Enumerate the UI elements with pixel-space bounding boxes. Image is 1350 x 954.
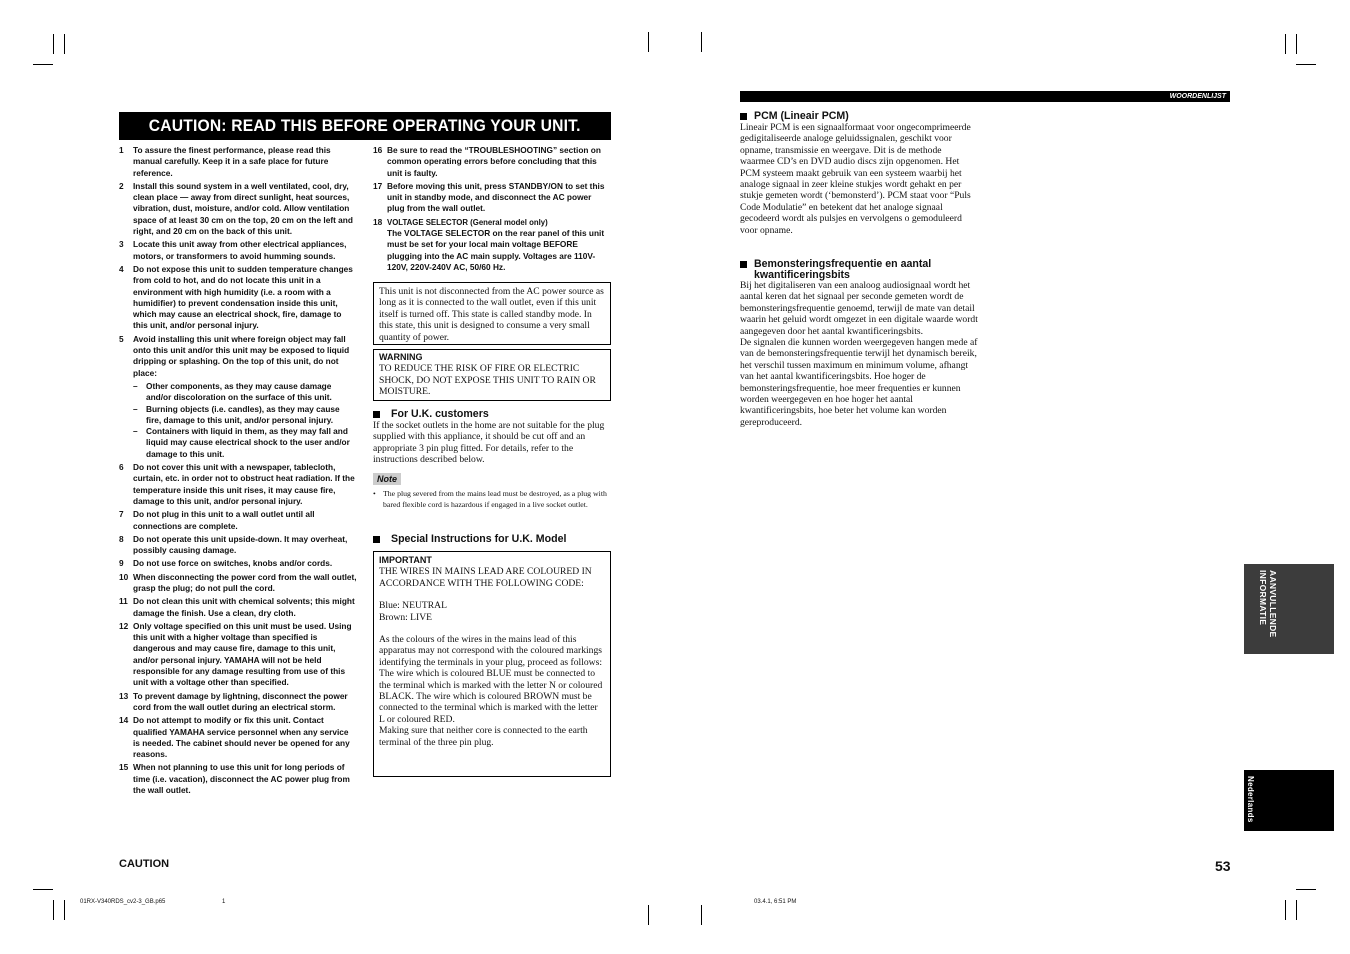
note-text: • The plug severed from the mains lead must be destroyed, as a plug with bared flexible cord is hazardous if engaged in a live socket outlet. [373, 489, 607, 509]
note-label: Note [373, 473, 401, 485]
list-item: 12 Only voltage specified on this unit must be used. Using this unit with a higher voltage than specified is dangerous and may cause fire, damage to this unit, and/or personal injury. YAMAHA will not be held responsible for any damage resulting from use of this unit with a voltage other than specified. [119, 620, 352, 688]
uk-customers-text: If the socket outlets in the home are not suitable for the plug supplied with this appliance, it should be cut off and an appropriate 3 pin plug fitted. For details, refer to the instructions described below. [373, 420, 605, 466]
list-item: 18 VOLTAGE SELECTOR (General model only) The VOLTAGE SELECTOR on the rear panel of this unit must be set for your local main voltage BEFORE plugging into the AC main supply. Voltages are 110V-120V, 220V-240V AC, 50/60 Hz. [373, 216, 605, 272]
list-item: 11 Do not clean this unit with chemical solvents; this might damage the finish. Use a clean, dry cloth. [119, 596, 355, 618]
print-timestamp: 03.4.1, 6:51 PM [754, 899, 797, 905]
crop-mark [701, 905, 702, 925]
crop-mark [33, 64, 53, 65]
crop-mark [64, 34, 65, 54]
bemonstering-heading: Bemonsteringsfrequentie en aantal kwantificeringsbits [740, 259, 980, 281]
important-box: IMPORTANT THE WIRES IN MAINS LEAD ARE COLOURED IN ACCORDANCE WITH THE FOLLOWING CODE: Blue: NEUTRAL Brown: LIVE As the colours of the wires in the mains lead of this apparatus may not correspond with the coloured markings identifying the terminals in your plug, proceed as follows: The wire which is coloured BLUE must be connected to the terminal which is marked with the letter N or coloured BLACK. The wire which is coloured BROWN must be connected to the terminal which is marked with the letter L or coloured RED. Making sure that neither core is connected to the earth terminal of the three pin plug. [373, 551, 611, 777]
page-number: 53 [1215, 858, 1231, 874]
caution-list-col2 [373, 145, 611, 275]
list-item: 16 Be sure to read the “TROUBLESHOOTING” section on common operating errors before concluding that this unit is faulty. [373, 145, 601, 178]
crop-mark [64, 900, 65, 920]
list-item: 7 Do not plug in this unit to a wall outlet until all connections are complete. [119, 509, 315, 531]
list-subitem: – Other components, as they may cause damage and/or discoloration on the surface of this unit. [133, 380, 332, 403]
file-name: 01RX-V340RDS_cv2-3_GB.p65 [80, 899, 166, 905]
crop-mark [1296, 900, 1297, 920]
list-item: 1 To assure the finest performance, please read this manual carefully. Keep it in a safe place for future reference. [119, 145, 331, 178]
list-item: 8 Do not operate this unit upside-down. It may overheat, possibly causing damage. [119, 533, 348, 556]
crop-mark [53, 34, 54, 54]
list-subitem: – Burning objects (i.e. candles), as they may cause fire, damage to this unit, and/or personal injury. [133, 403, 340, 425]
crop-mark [53, 900, 54, 920]
warning-box: WARNING TO REDUCE THE RISK OF FIRE OR ELECTRIC SHOCK, DO NOT EXPOSE THIS UNIT TO RAIN OR MOISTURE. [373, 349, 611, 401]
pcm-heading: PCM (Lineair PCM) [740, 111, 849, 122]
footer-section-label: CAUTION [119, 858, 170, 870]
list-item: 3 Locate this unit away from other electrical appliances, motors, or transformers to avoid humming sounds. [119, 239, 347, 261]
list-subitem: – Containers with liquid in them, as they may fall and liquid may cause electrical shock to the user and/or damage to this unit. [133, 426, 350, 459]
crop-mark [648, 32, 649, 52]
glossary-header-bar: WOORDENLIJST [740, 91, 1230, 102]
crop-mark [1296, 889, 1316, 890]
list-item: 6 Do not cover this unit with a newspaper, tablecloth, curtain, etc. in order not to obstruct heat radiation. If the temperature inside this unit rises, it may cause fire, damage to this unit, and/or personal injury. [119, 462, 355, 506]
tab-aanvullende-informatie: AANVULLENDE INFORMATIE [1244, 564, 1334, 654]
crop-mark [33, 889, 53, 890]
caution-banner: CAUTION: READ THIS BEFORE OPERATING YOUR UNIT. [119, 112, 611, 140]
uk-customers-heading: For U.K. customers [373, 408, 489, 420]
caution-list-col1 [119, 145, 357, 798]
crop-mark [1285, 34, 1286, 54]
list-item: 14 Do not attempt to modify or fix this unit. Contact qualified YAMAHA service personnel when any service is needed. The cabinet should never be opened for any reasons. [119, 715, 350, 760]
list-item: 4 Do not expose this unit to sudden temperature changes from cold to hot, and do not locate this unit in a environment with high humidity (i.e. a room with a humidifier) to prevent condensation inside this unit, which may cause an electrical shock, fire, damage to this unit, and/or personal injury. [119, 263, 353, 331]
list-item: 15 When not planning to use this unit for long periods of time (i.e. vacation), disconnect the AC power plug from the wall outlet. [119, 762, 350, 796]
list-item: 5 Avoid installing this unit where foreign object may fall onto this unit and/or this unit may be exposed to liquid dripping or splashing. On the top of this unit, do not place: [119, 333, 350, 378]
list-item: 9 Do not use force on switches, knobs and/or cords. [119, 558, 333, 569]
bemonstering-text: Bij het digitaliseren van een analoog audiosignaal wordt het aantal keren dat het signaal per seconde gemeten wordt de bemonsteringsfrequentie genoemd, terwijl de mate van detail waarin het geluid wordt omgezet in een digitale waarde wordt aangegeven door het aantal kwantificeringsbits. De signalen die kunnen worden weergegeven hangen mede af van de bemonsteringsfrequentie terwijl het dynamisch bereik, het verschil tussen maximum en minimum volume, afhangt van het aantal kwantificeringsbits. Hoe hoger de bemonsteringsfrequentie, hoe meer frequenties er kunnen worden weergegeven en hoe hoger het aantal kwantificeringsbits, hoe beter het volume kan worden gereproduceerd. [740, 280, 978, 428]
list-item: 10 When disconnecting the power cord from the wall outlet, grasp the plug; do not pull the cord. [119, 571, 357, 593]
tab-nederlands: Nederlands [1244, 770, 1334, 831]
crop-mark [701, 32, 702, 52]
special-instructions-heading: Special Instructions for U.K. Model [373, 533, 566, 545]
list-item: 13 To prevent damage by lightning, disconnect the power cord from the wall outlet during an electrical storm. [119, 690, 348, 712]
list-item: 2 Install this sound system in a well ventilated, cool, dry, clean place — away from direct sunlight, heat sources, vibration, dust, moisture, and/or cold. Allow ventilation space of at least 30 cm on the top, 20 cm on the left and right, and 20 cm on the back of this unit. [119, 180, 353, 237]
crop-mark [1285, 900, 1286, 920]
pcm-text: Lineair PCM is een signaalformaat voor ongecomprimeerde gedigitaliseerde analoge geluidssignalen, geschikt voor opname, transmissie en weergave. Dit is de methode waarmee CD’s en DVD audio discs zijn opgenomen. Het PCM systeem maakt gebruik van een systeem waarbij het analoge signaal in zeer kleine stukjes wordt gehakt en per stukje gemeten wordt (‘bemonsterd’). PCM staat voor “Puls Code Modulatie” en betekent dat het analoge signaal gecodeerd wordt als pulsjes en vervolgens o gemoduleerd voor opname. [740, 122, 971, 236]
crop-mark [1296, 34, 1297, 54]
list-item: 17 Before moving this unit, press STANDBY/ON to set this unit in standby mode, and disconnect the AC power plug from the wall outlet. [373, 180, 605, 214]
standby-box: This unit is not disconnected from the AC power source as long as it is connected to the wall outlet, even if this unit itself is turned off. This state is called standby mode. In this state, this unit is designed to consume a very small quantity of power. [373, 282, 611, 345]
crop-mark [648, 905, 649, 925]
file-page: 1 [222, 899, 226, 905]
crop-mark [1296, 64, 1316, 65]
